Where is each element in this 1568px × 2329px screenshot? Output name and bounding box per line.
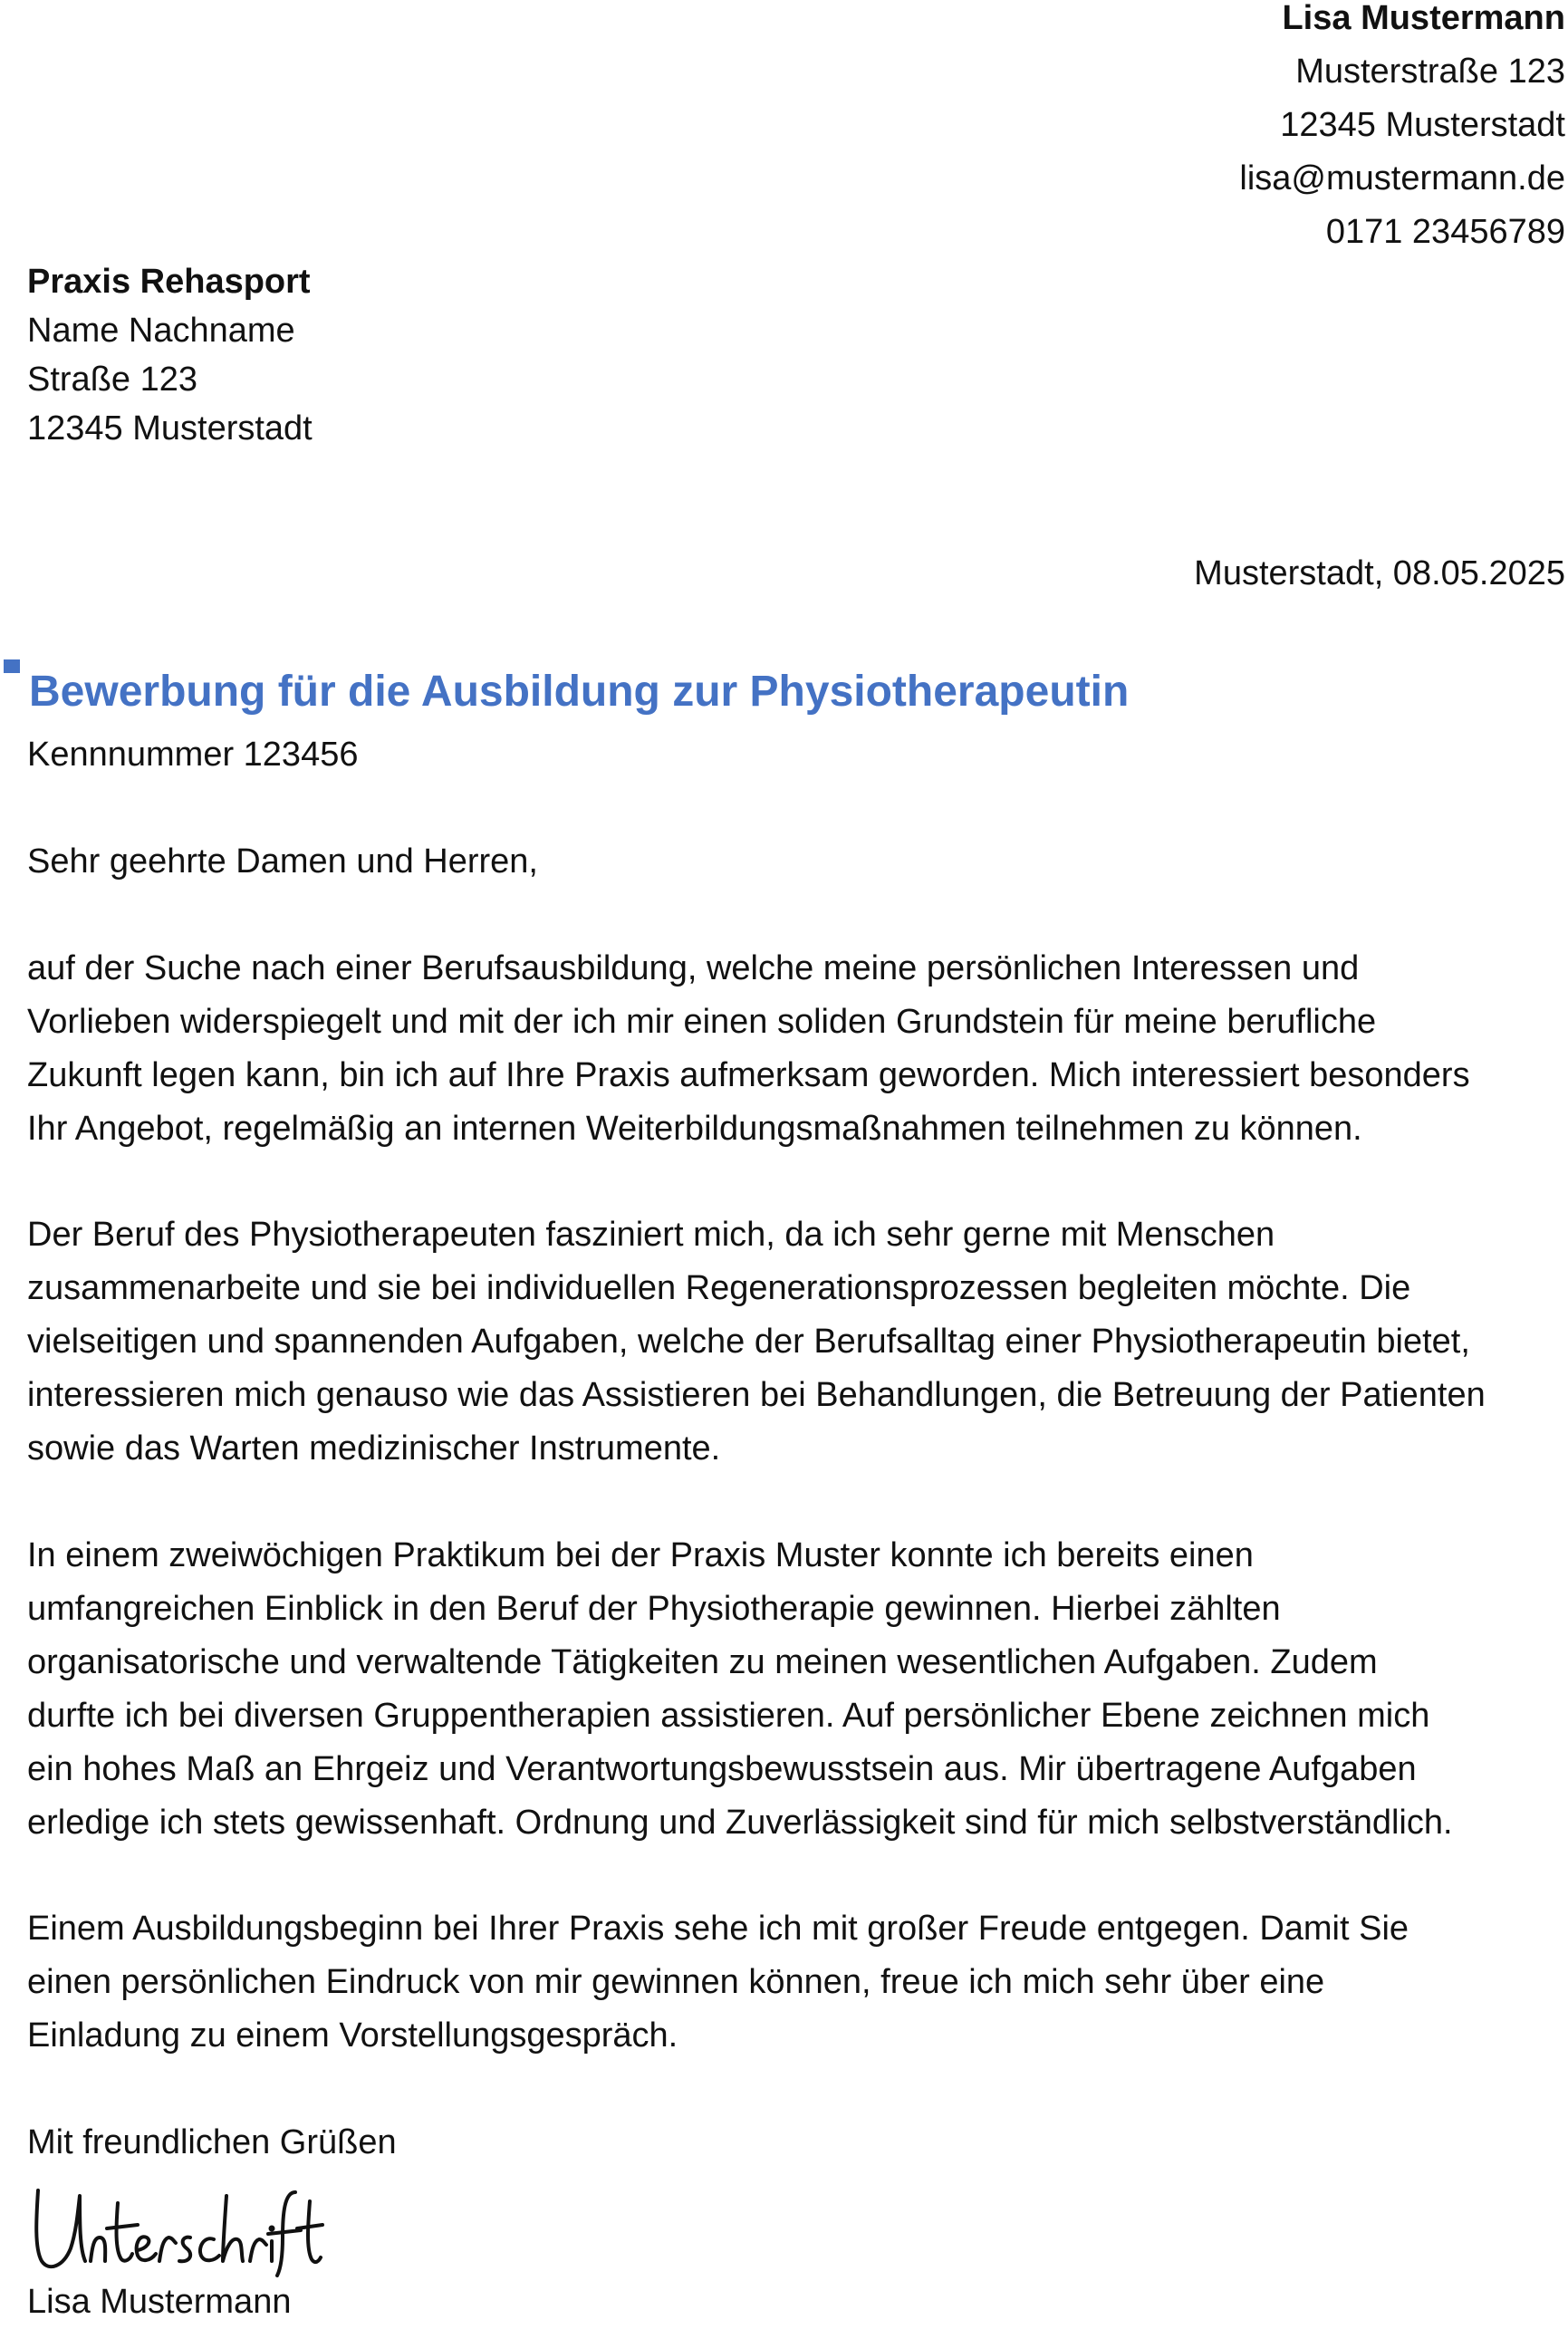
sender-city: 12345 Musterstadt [1280, 106, 1565, 144]
text-line: vielseitigen und spannenden Aufgaben, welche der Berufsalltag einer Physiotherapeutin bietet, [27, 1323, 1470, 1361]
recipient-city: 12345 Musterstadt [27, 409, 313, 448]
blue-square-marker-icon [4, 659, 20, 673]
date-line: Musterstadt, 08.05.2025 [1194, 554, 1565, 592]
text-line: interessieren mich genauso wie das Assistieren bei Behandlungen, die Betreuung der Patienten [27, 1376, 1486, 1414]
text-line: Einladung zu einem Vorstellungsgespräch. [27, 2016, 678, 2055]
body-paragraph-4 [27, 1902, 1567, 2063]
text-line: sowie das Warten medizinischer Instrumente. [27, 1429, 721, 1468]
text-line: zusammenarbeite und sie bei individuellen Regenerationsprozessen begleiten möchte. Die [27, 1269, 1411, 1307]
text-line: In einem zweiwöchigen Praktikum bei der Praxis Muster konnte ich bereits einen [27, 1536, 1254, 1574]
text-line: erledige ich stets gewissenhaft. Ordnung und Zuverlässigkeit sind für mich selbstverständlich. [27, 1804, 1453, 1842]
body-paragraph-2 [27, 1208, 1567, 1476]
recipient-company: Praxis Rehasport [27, 263, 311, 301]
text-line: organisatorische und verwaltende Tätigkeiten zu meinen wesentlichen Aufgaben. Zudem [27, 1643, 1378, 1681]
sender-street: Musterstraße 123 [1295, 53, 1565, 91]
text-line: Ihr Angebot, regelmäßig an internen Weiterbildungsmaßnahmen teilnehmen zu können. [27, 1110, 1362, 1148]
recipient-contact: Name Nachname [27, 312, 295, 350]
text-line: einen persönlichen Eindruck von mir gewinnen können, freue ich mich sehr über eine [27, 1963, 1325, 2001]
recipient-street: Straße 123 [27, 361, 197, 399]
salutation: Sehr geehrte Damen und Herren, [27, 842, 538, 881]
handwritten-signature [27, 2178, 326, 2277]
recipient-address-block [27, 257, 313, 453]
text-line: Zukunft legen kann, bin ich auf Ihre Praxis aufmerksam geworden. Mich interessiert besonders [27, 1056, 1470, 1094]
reference-number: Kennnummer 123456 [27, 736, 359, 774]
body-paragraph-1 [27, 942, 1567, 1156]
text-line: Einem Ausbildungsbeginn bei Ihrer Praxis sehe ich mit großer Freude entgegen. Damit Sie [27, 1910, 1409, 1948]
body-paragraph-3 [27, 1529, 1567, 1850]
signer-name: Lisa Mustermann [27, 2283, 292, 2321]
subject-heading: Bewerbung für die Ausbildung zur Physiotherapeutin [29, 668, 1130, 716]
text-line: ein hohes Maß an Ehrgeiz und Verantwortungsbewusstsein aus. Mir übertragene Aufgaben [27, 1750, 1417, 1788]
sender-name: Lisa Mustermann [1282, 0, 1565, 37]
text-line: durfte ich bei diversen Gruppentherapien assistieren. Auf persönlicher Ebene zeichnen mich [27, 1697, 1430, 1735]
text-line: auf der Suche nach einer Berufsausbildung, welche meine persönlichen Interessen und [27, 949, 1360, 987]
closing-line: Mit freundlichen Grüßen [27, 2123, 397, 2161]
text-line: umfangreichen Einblick in den Beruf der Physiotherapie gewinnen. Hierbei zählten [27, 1590, 1281, 1628]
text-line: Der Beruf des Physiotherapeuten fasziniert mich, da ich sehr gerne mit Menschen [27, 1216, 1275, 1254]
text-line: Vorlieben widerspiegelt und mit der ich mir einen soliden Grundstein für meine berufliche [27, 1003, 1377, 1041]
sender-email: lisa@mustermann.de [1239, 159, 1565, 197]
sender-address-block [1239, 0, 1565, 259]
sender-phone: 0171 23456789 [1325, 213, 1565, 251]
